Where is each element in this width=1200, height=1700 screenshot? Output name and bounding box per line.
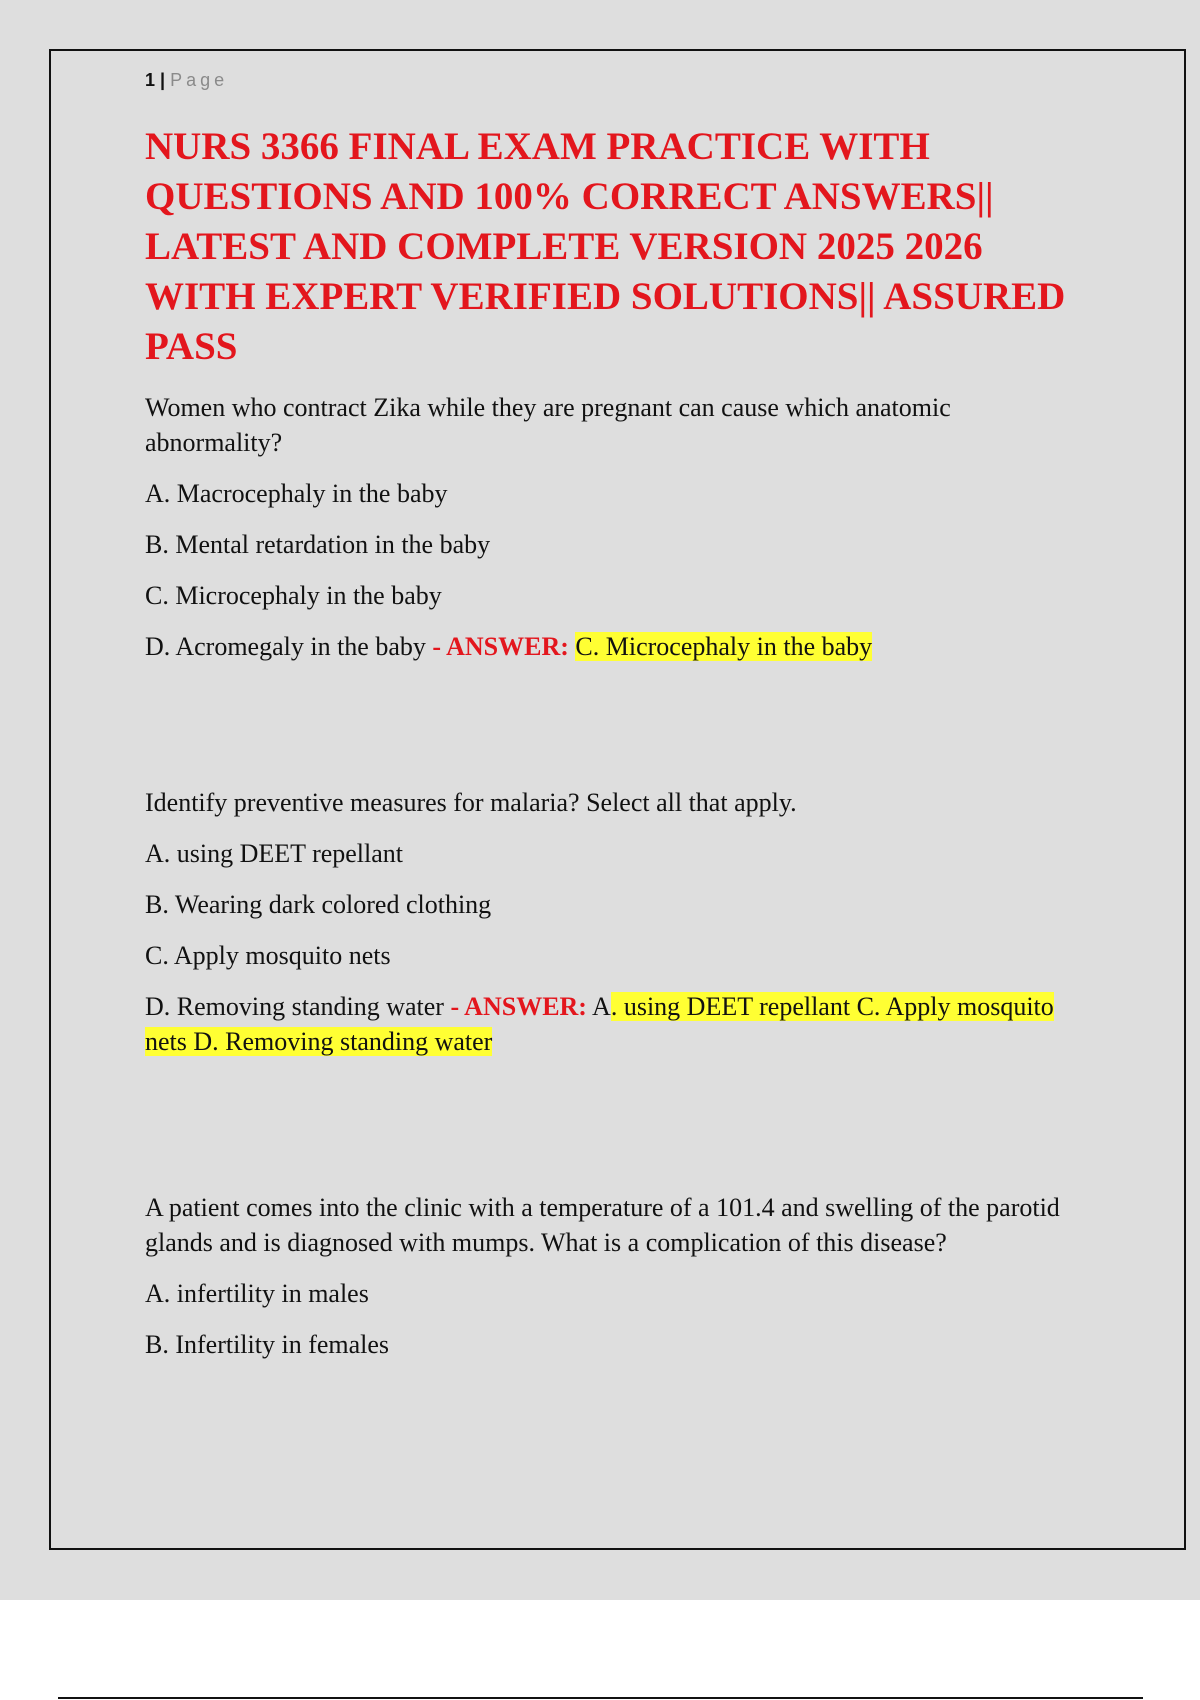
- answer-text: A: [592, 992, 611, 1021]
- page-number-header: [145, 68, 1070, 92]
- question-2: [145, 785, 1070, 1059]
- answer-option-with-answer: [145, 989, 1070, 1059]
- question-stem: Identify preventive measures for malaria? Select all that apply.: [145, 788, 797, 817]
- footer-rule: [58, 1697, 1143, 1699]
- answer-option: C. Apply mosquito nets: [145, 941, 391, 970]
- answer-option: A. using DEET repellant: [145, 839, 404, 868]
- answer-option: B. Infertility in females: [145, 1330, 390, 1359]
- question-3: [145, 1190, 1070, 1362]
- answer-option: A. infertility in males: [145, 1279, 369, 1308]
- question-1: [145, 390, 1070, 664]
- page-word: Page: [170, 70, 229, 90]
- answer-option: A. Macrocephaly in the baby: [145, 479, 448, 508]
- answer-option: D. Acromegaly in the baby: [145, 632, 426, 661]
- question-stem: A patient comes into the clinic with a temperature of a 101.4 and swelling of the parotid glands and is diagnosed with mumps. What is a complication of this disease?: [145, 1193, 1060, 1257]
- document-title: NURS 3366 FINAL EXAM PRACTICE WITH QUESTIONS AND 100% CORRECT ANSWERS|| LATEST AND COMPLETE VERSION 2025 2026 WITH EXPERT VERIFIED SOLUTIONS|| ASSURED PASS: [145, 125, 1066, 368]
- highlighted-answer: . using DEET repellant C. Apply mosquito nets D. Removing standing water: [145, 992, 1054, 1056]
- answer-option: C. Microcephaly in the baby: [145, 581, 442, 610]
- answer-option: B. Mental retardation in the baby: [145, 530, 491, 559]
- answer-option-with-answer: [145, 629, 1070, 664]
- answer-option: D. Removing standing water: [145, 992, 444, 1021]
- answer-label: - ANSWER:: [450, 992, 587, 1021]
- question-stem: Women who contract Zika while they are pregnant can cause which anatomic abnormality?: [145, 393, 951, 457]
- page-number-separator: |: [160, 70, 167, 90]
- answer-label: - ANSWER:: [432, 632, 569, 661]
- answer-option: B. Wearing dark colored clothing: [145, 890, 492, 919]
- highlighted-answer: C. Microcephaly in the baby: [575, 632, 873, 661]
- page-content: [145, 68, 1070, 1378]
- page-number: 1: [145, 70, 157, 90]
